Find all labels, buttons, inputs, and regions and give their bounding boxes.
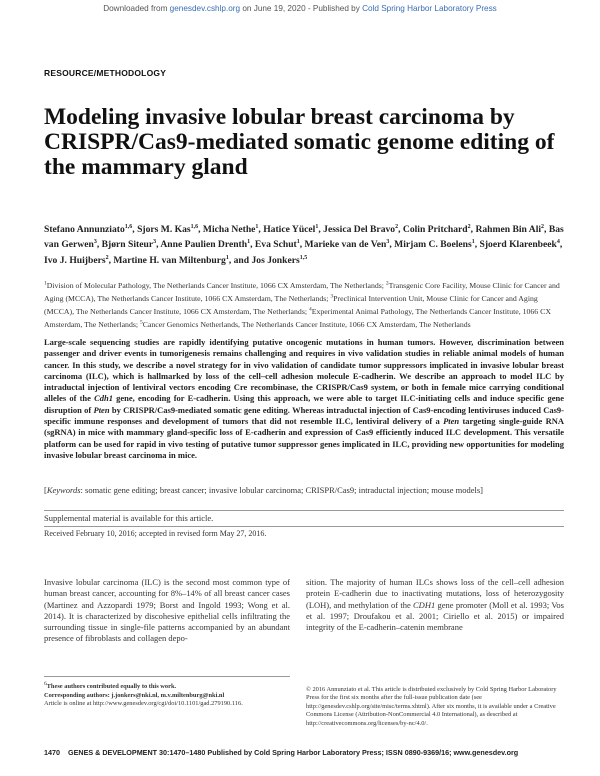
divider [44,526,564,527]
license-footnote: © 2016 Annunziato et al. This article is distributed exclusively by Cold Spring Harbor Laboratory Press for the first six months after the full-issue publication date (see http://genesdev.cshlp.org/site/misc/terms.xhtml). After six months, it is available under a Creative Commons License (Attribution-NonCommercial 4.0 International), as described at http://creativecommons.org/licenses/by-nc/4.0/. [306,686,557,727]
author-name: Marieke van de Ven$^3$, [304,239,395,251]
download-banner: Downloaded from genesdev.cshlp.org on June 19, 2020 - Published by Cold Spring Harbor Laboratory Press [103,4,497,13]
affiliation: $^4$Experimental Animal Pathology, The Netherlands Cancer Institute, 1066 CX Amsterdam, The Netherlands; [44,306,551,329]
author-name: Bjørn Siteur$^3$, [101,239,161,251]
affiliation: $^3$Preclinical Intervention Unit, Mouse Clinic for Cancer and Aging (MCCA), The Netherlands Cancer Institute, 1066 CX Amsterdam, The Netherlands; [44,293,538,316]
supplemental-note: Supplemental material is available for this article. [44,513,214,523]
page-number: 1470 [44,748,60,757]
affiliations [44,278,564,330]
author-name: Hatice Yücel$^1$, [263,224,324,236]
author-name: Bas van Gerwen$^3$, [44,224,564,251]
gene-name: CDH1 [413,599,436,610]
author-name: Micha Nethe$^1$, [202,224,264,236]
author-name: Eva Schut$^1$, [254,239,305,251]
article-title: Modeling invasive lobular breast carcinoma by CRISPR/Cas9-mediated somatic genome editing of the mammary gland [44,104,555,180]
gene-name: Cdh1 [94,393,113,404]
received-dates: Received February 10, 2016; accepted in revised form May 27, 2016. [44,529,267,538]
affiliation: $^2$Transgenic Core Facility, Mouse Clinic for Cancer and Aging (MCCA), The Netherlands Cancer Institute, 1066 CX Amsterdam, The Netherlands; [44,280,560,303]
author-footnote: $^6$These authors contributed equally to this work. Corresponding authors: j.jonkers@nki.nl, m.v.miltenburg@nki.nl Article is online at http://www.genesdev.org/cgi/doi/10.1101/gad.279190.116. [44,681,243,707]
author-name: Colin Pritchard$^2$, [402,224,476,236]
body-column-left: Invasive lobular carcinoma (ILC) is the second most common type of human breast cancer, accounting for 8%–14% of all breast cancer cases (Martinez and Azzopardi 1979; Borst and Ingold 1993; Wong et al. 2014). It is characterized by discohesive epithelial cells infiltrating the surrounding tissue in single-file patterns accompanied by an abundant presence of fibroblasts and collagen depo- [44,577,290,644]
gene-name: Pten [443,416,460,427]
section-label: RESOURCE/METHODOLOGY [44,68,167,78]
author-name: Sjoerd Klarenbeek$^4$, [479,239,563,251]
journal-site-link[interactable]: genesdev.cshlp.org [169,4,241,13]
body-column-right: sition. The majority of human ILCs shows loss of the cell–cell adhesion protein E-cadherin due to inactivating mutations, loss of heterozygosity (LOH), and methylation of the CDH1 gene promoter (Moll et al. 1993; Vos et al. 1997; Droufakou et al. 2001; Ciriello et al. 2015) or impaired integrity of the E-cadherin–catenin membrane [306,577,564,633]
keywords-label: Keywords [46,485,81,495]
author-name: Mirjam C. Boelens$^1$, [394,239,480,251]
page-footer [44,748,564,757]
author-name: Martine H. van Miltenburg$^1$, [113,254,234,266]
publisher-link[interactable]: Cold Spring Harbor Laboratory Press [362,4,497,13]
footnote-divider [44,676,290,677]
author-name: Stefano Annunziato$^{1,6}$, [44,224,138,236]
affiliation: $^5$Cancer Genomics Netherlands, The Netherlands Cancer Institute, 1066 CX Amsterdam, The Netherlands [140,319,471,329]
author-name: Rahmen Bin Ali$^2$, [475,224,549,236]
author-name: Anne Paulien Drenth$^1$, [160,239,255,251]
author-name: and Jos Jonkers$^{1,5}$ [233,254,308,266]
abstract: Large-scale sequencing studies are rapidly identifying putative oncogenic mutations in human tumors. However, discrimination between passenger and driver events in tumorigenesis remains challenging and requires in vivo validation studies in reliable animal models of human cancer. In this study, we describe a novel strategy for in vivo validation of candidate tumor suppressors implicated in invasive lobular breast carcinoma (ILC), which is hallmarked by loss of the cell–cell adhesion molecule E-cadherin. We describe an approach to model ILC by intraductal injection of lentiviral vectors encoding Cre recombinase, the CRISPR/Cas9 system, or both in female mice carrying conditional alleles of the Cdh1 gene, encoding for E-cadherin. Using this approach, we were able to target ILC-initiating cells and induce specific gene disruption of Pten by CRISPR/Cas9-mediated somatic gene editing. Whereas intraductal injection of Cas9-encoding lentiviruses induced Cas9-specific immune responses and development of tumors that did not resemble ILC, lentiviral delivery of a Pten targeting single-guide RNA (sgRNA) in mice with mammary gland-specific loss of E-cadherin and expression of Cas9 efficiently induced ILC development. This versatile platform can be used for rapid in vivo testing of putative tumor suppressor genes implicated in ILC, providing new opportunities for modeling invasive lobular breast carcinoma in mice. [44,337,565,460]
affiliation: $^1$Division of Molecular Pathology, The Netherlands Cancer Institute, 1066 CX Amsterdam, The Netherlands; [44,280,386,290]
divider [44,510,564,511]
keywords: [Keywords: somatic gene editing; breast cancer; invasive lobular carcinoma; CRISPR/Cas9; intraductal injection; mouse models] [44,485,483,495]
author-name: Ivo J. Huijbers$^2$, [44,254,114,266]
author-list [44,221,564,267]
author-name: Sjors M. Kas$^{1,6}$, [137,224,203,236]
journal-citation: GENES & DEVELOPMENT 30:1470–1480 Published by Cold Spring Harbor Laboratory Press; ISSN 0890-9369/16; www.genesdev.org [68,748,519,757]
author-name: Jessica Del Bravo$^2$, [323,224,403,236]
gene-name: Pten [93,404,110,415]
